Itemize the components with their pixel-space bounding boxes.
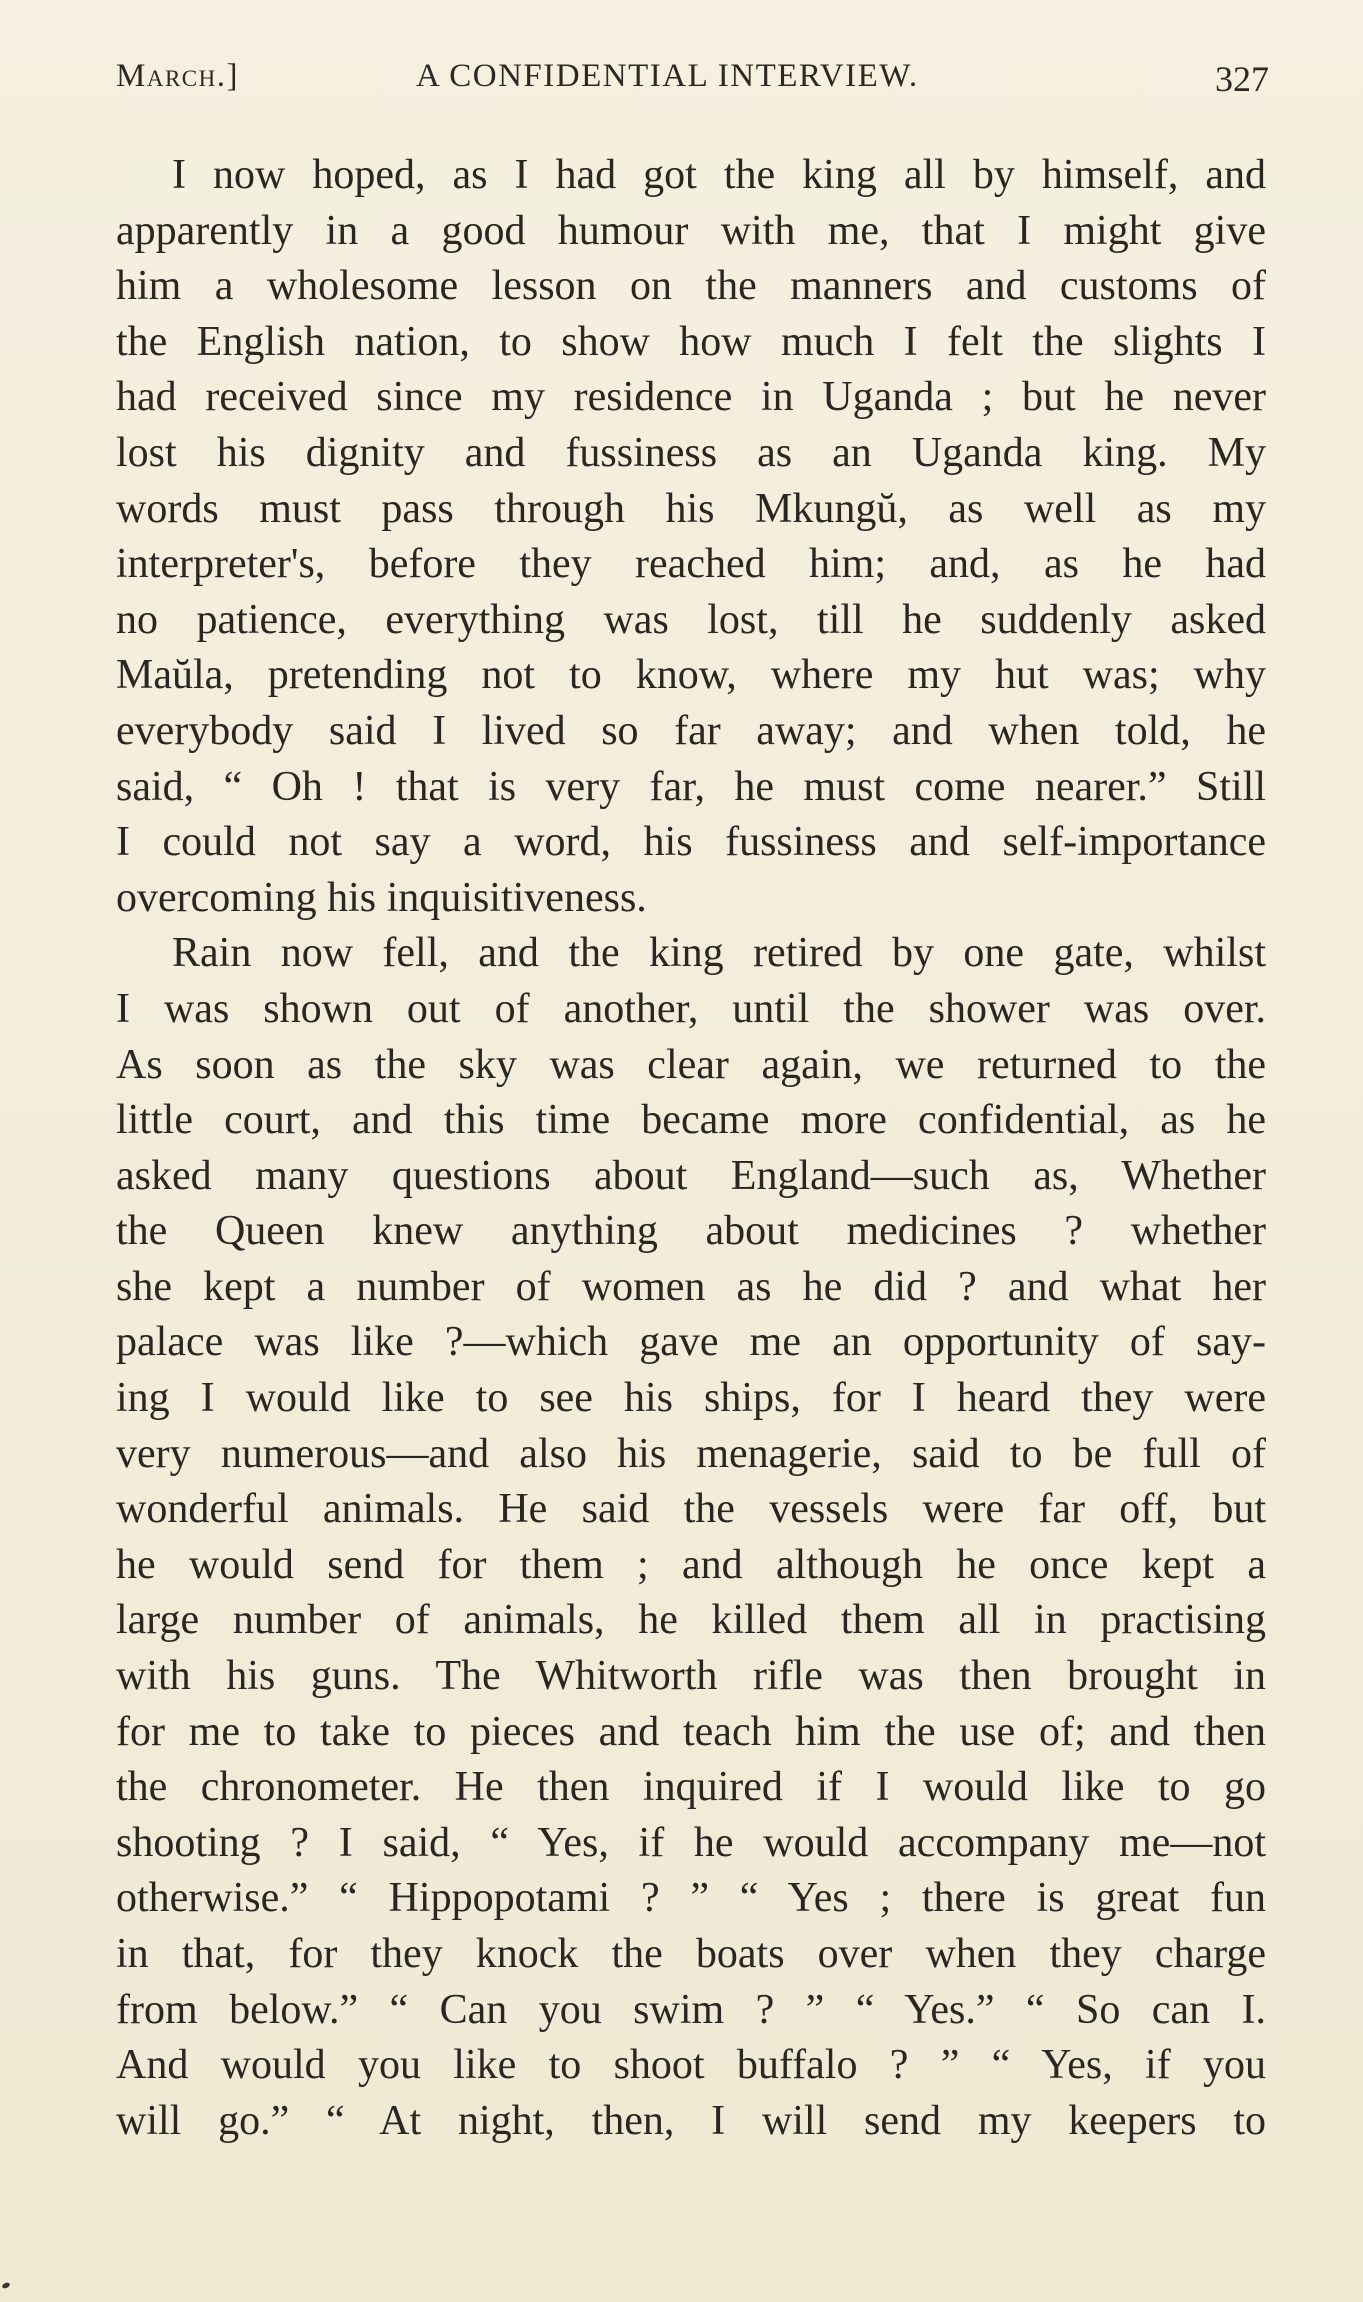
text-line: interpreter's, before they reached him; and, as he had: [116, 541, 1266, 588]
text-line: wonderful animals. He said the vessels were far off, but: [116, 1486, 1266, 1533]
text-line: in that, for they knock the boats over when they charge: [116, 1931, 1266, 1977]
running-head-title: A CONFIDENTIAL INTERVIEW.: [416, 58, 919, 94]
text-line: for me to take to pieces and teach him the use of; and then: [116, 1708, 1266, 1755]
text-line: lost his dignity and fussiness as an Uganda king. My: [116, 429, 1266, 476]
ink-speck: [1, 2282, 10, 2290]
running-head-month: March.]: [116, 58, 239, 94]
text-line: otherwise.” “ Hippopotami ? ” “ Yes ; there is great fun: [116, 1875, 1266, 1922]
text-line: him a wholesome lesson on the manners and customs of: [116, 263, 1266, 310]
text-line: I now hoped, as I had got the king all by himself, and: [172, 152, 1266, 198]
text-line: words must pass through his Mkungŭ, as well as my: [116, 485, 1266, 532]
text-line: As soon as the sky was clear again, we returned to the: [116, 1041, 1266, 1088]
text-line: the English nation, to show how much I felt the slights I: [116, 318, 1266, 365]
page-number: 327: [1215, 59, 1269, 99]
text-line: with his guns. The Whitworth rifle was then brought in: [116, 1653, 1266, 1700]
text-line: And would you like to shoot buffalo ? ” “ Yes, if you: [116, 2042, 1266, 2089]
text-line: I could not say a word, his fussiness and self-importance: [116, 819, 1266, 866]
text-line: little court, and this time became more confidential, as he: [116, 1097, 1266, 1144]
text-line: overcoming his inquisitiveness.: [116, 874, 647, 921]
text-line: large number of animals, he killed them all in practising: [116, 1597, 1266, 1644]
text-line: very numerous—and also his menagerie, said to be full of: [116, 1430, 1266, 1477]
text-line: had received since my residence in Uganda ; but he never: [116, 374, 1266, 421]
text-line: everybody said I lived so far away; and when told, he: [116, 707, 1266, 754]
text-line: said, “ Oh ! that is very far, he must come nearer.” Still: [116, 763, 1266, 810]
text-line: apparently in a good humour with me, that I might give: [116, 207, 1266, 254]
text-line: she kept a number of women as he did ? and what her: [116, 1263, 1266, 1310]
text-line: he would send for them ; and although he once kept a: [116, 1541, 1266, 1588]
text-line: ing I would like to see his ships, for I heard they were: [116, 1375, 1266, 1422]
text-line: the chronometer. He then inquired if I would like to go: [116, 1764, 1266, 1811]
running-head: [116, 58, 1269, 114]
text-line: the Queen knew anything about medicines ? whether: [116, 1208, 1266, 1255]
text-line: Rain now fell, and the king retired by one gate, whilst: [172, 930, 1266, 977]
text-line: I was shown out of another, until the shower was over.: [116, 985, 1266, 1032]
text-line: shooting ? I said, “ Yes, if he would accompany me—not: [116, 1819, 1266, 1866]
text-line: from below.” “ Can you swim ? ” “ Yes.” “ So can I.: [116, 1986, 1266, 2033]
body-text: [116, 148, 1266, 2149]
text-line: asked many questions about England—such as, Whether: [116, 1152, 1266, 1199]
text-line: palace was like ?—which gave me an opportunity of say-: [116, 1319, 1266, 1366]
text-line: will go.” “ At night, then, I will send my keepers to: [116, 2097, 1266, 2144]
text-line: Maŭla, pretending not to know, where my hut was; why: [116, 652, 1266, 699]
text-line: no patience, everything was lost, till he suddenly asked: [116, 596, 1266, 643]
